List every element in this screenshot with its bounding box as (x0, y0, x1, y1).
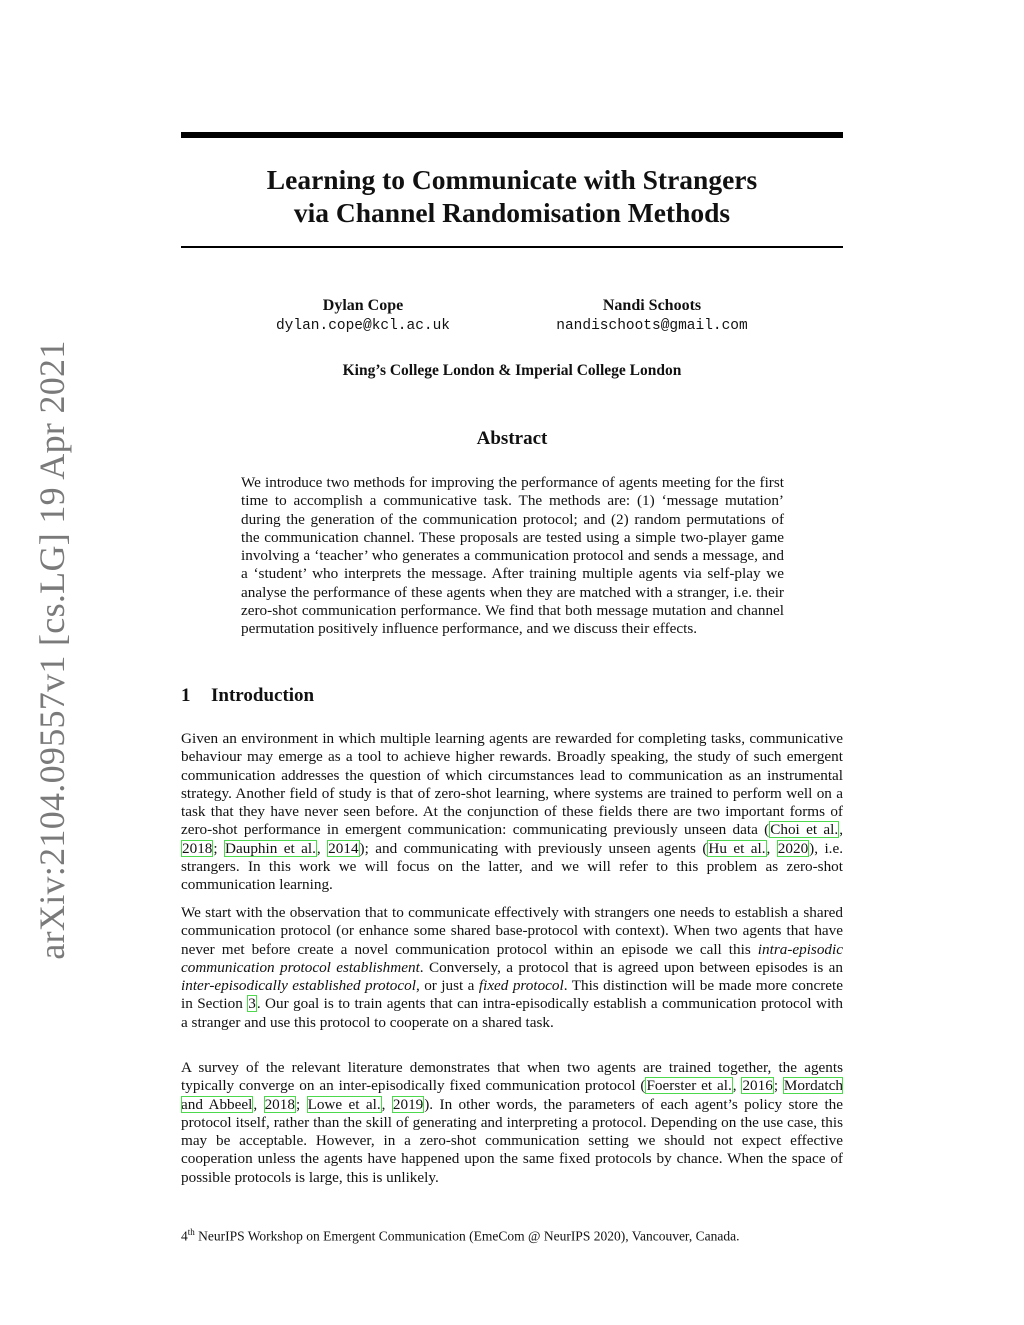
section-ref-link[interactable]: 3 (248, 995, 256, 1013)
citation-link[interactable]: Choi et al. (770, 821, 839, 839)
text-run: , or just a (415, 977, 479, 995)
text-run: ); and communicating with previously unseen agents ( (359, 839, 708, 857)
citation-link[interactable]: 2018 (264, 1095, 295, 1113)
intro-paragraph-2 (181, 904, 843, 1032)
citation-link[interactable]: Lowe et al. (307, 1095, 381, 1113)
citation-link[interactable]: 2018 (182, 839, 213, 857)
author-name: Nandi Schoots (602, 297, 702, 314)
text-run: A survey of the relevant literature demonstrates that when two agents are trained together, the agents typically converge on an inter-episodically fixed communication protocol ( (181, 1059, 843, 1095)
section-heading (181, 684, 314, 708)
author-email: nandischoots@gmail.com (556, 318, 748, 334)
citation-link[interactable]: 2020 (777, 839, 809, 857)
citation-link[interactable]: Dauphin et al. (225, 839, 316, 857)
text-run: ), i.e. strangers. In this work we will focus on the latter, and we will refer to this problem as zero-shot communication learning. (181, 839, 843, 894)
text-run: ; (213, 839, 225, 857)
text-run: ; (773, 1077, 783, 1095)
text-run: , (839, 821, 843, 839)
text-run: , (766, 839, 777, 857)
text-run: We start with the observation that to communicate effectively with strangers one needs to establish a shared communication protocol (or enhance some shared base-protocol with context). When two agents that have never met before create a novel communication protocol within an episode we call this (181, 904, 843, 958)
text-run: . Conversely, a protocol that is agreed upon between episodes is an (419, 958, 843, 976)
footnote-text: NeurIPS Workshop on Emergent Communication (EmeCom @ NeurIPS 2020), Vancouver, Canada. (194, 1228, 740, 1244)
citation-link[interactable]: 2019 (392, 1095, 424, 1113)
text-run: . This distinction will be made more concrete in Section (181, 977, 843, 1013)
citation-link[interactable]: Foerster et al. (646, 1077, 732, 1095)
emphasis-term: inter-episodically established protocol (181, 977, 416, 995)
citation-link[interactable]: 2014 (328, 839, 359, 857)
section-number: 1 (181, 685, 191, 706)
paper-title (181, 163, 843, 229)
author-block-2 (502, 296, 802, 336)
text-run: , (253, 1095, 264, 1113)
footnote-ordinal: 4 (181, 1228, 188, 1244)
text-run: ). In other words, the parameters of each agent’s policy store the protocol itself, rather than the skill of generating and interpreting a protocol. Depending on the use case, this may be acceptable. However, in a zero-shot communication setting we should not expect effective cooperation unless the agents have happened upon the same fixed protocols by chance. When the space of possible protocols is large, this is unlikely. (181, 1095, 843, 1186)
affiliation: King’s College London & Imperial College London (342, 362, 682, 379)
text-run: . Our goal is to train agents that can intra-episodically establish a communication protocol with a stranger and use this protocol to cooperate on a shared task. (181, 995, 843, 1031)
text-run: , (732, 1077, 742, 1095)
emphasis-term: intra-episodic communication protocol establishment (181, 940, 843, 976)
citation-link[interactable]: Hu et al. (708, 839, 766, 857)
abstract-heading: Abstract (476, 428, 548, 449)
text-run: ; (295, 1095, 307, 1113)
author-email: dylan.cope@kcl.ac.uk (275, 318, 451, 334)
author-name: Dylan Cope (322, 297, 404, 314)
title-line-2: via Channel Randomisation Methods (293, 197, 731, 228)
section-title: Introduction (211, 685, 315, 706)
arxiv-sidebar (30, 340, 74, 960)
arxiv-stamp: arXiv:2104.09557v1 [cs.LG] 19 Apr 2021 (32, 340, 72, 960)
footnote (181, 1223, 843, 1246)
citation-link[interactable]: Mordatch and Abbeel (181, 1077, 843, 1113)
footnote-superscript: th (187, 1227, 195, 1237)
text-run: , (316, 839, 328, 857)
emphasis-term: fixed protocol (478, 977, 564, 995)
title-rule-top (181, 132, 843, 138)
abstract-text: We introduce two methods for improving the performance of agents meeting for the first time to accomplish a communicative task. The methods are: (1) ‘message mutation’ during the generation of the communication protocol; and (2) random permutations of the communication channel. These proposals are tested using a simple two-player game involving a ‘teacher’ who generates a communication protocol and sends a message, and a ‘student’ who interprets the message. After training multiple agents via self-play we analyse the performance of these agents when they are matched with a stranger, i.e. their zero-shot communication performance. We find that both message mutation and channel permutation positively influence performance, and we discuss their effects. (241, 474, 784, 638)
citation-link[interactable]: 2016 (742, 1077, 773, 1095)
intro-paragraph-3 (181, 1059, 843, 1187)
intro-paragraph-1 (181, 730, 843, 895)
author-block-1 (213, 296, 513, 336)
title-line-1: Learning to Communicate with Strangers (266, 164, 758, 195)
title-rule-bottom (181, 246, 843, 248)
text-run: Given an environment in which multiple learning agents are rewarded for completing tasks, communicative behaviour may emerge as a tool to achieve higher rewards. Broadly speaking, the study of such emergent communication addresses the question of which circumstances lead to communication as an instrumental strategy. Another field of study is that of zero-shot learning, where systems are trained to perform well on a task that they have never seen before. At the conjunction of these fields there are two important forms of zero-shot performance in emergent communication: communicating previously unseen data ( (181, 730, 843, 839)
text-run: , (381, 1095, 392, 1113)
